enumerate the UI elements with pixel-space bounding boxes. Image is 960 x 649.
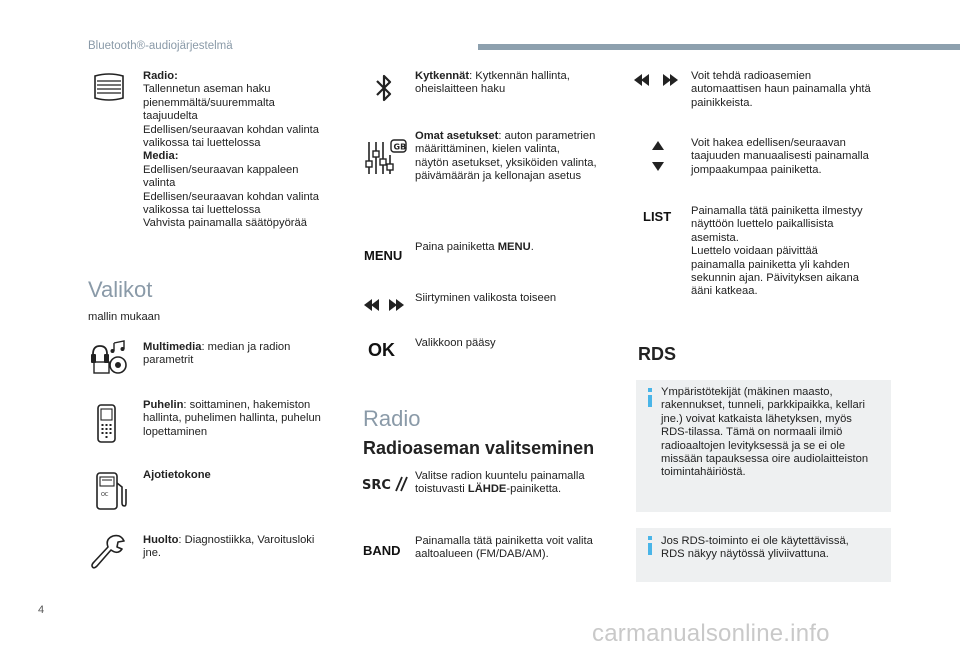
phone-text: [143, 399, 321, 439]
text-line: Voit tehdä radioasemien: [691, 70, 812, 82]
text-line: painamalla painiketta yli kahden: [691, 258, 850, 271]
note-2-text: [661, 535, 849, 562]
multimedia-text: [143, 341, 290, 368]
text-line: Voit hakea edellisen/seuraavan: [691, 137, 846, 149]
text-line: radioaaltojen levityksessä ja se ei ole: [661, 439, 846, 452]
text-line: Vahvista painamalla säätöpyörää: [143, 217, 307, 230]
gb-label: GB: [393, 142, 407, 152]
text-line: valikossa tai luettelossa: [143, 204, 261, 217]
text-line: päivämäärän ja kellonajan asetus: [415, 170, 582, 183]
text-line: näyttöön luettelo paikallisista: [691, 218, 834, 231]
text-line: : soittaminen, hakemiston: [183, 399, 311, 411]
settings-label: Omat asetukset: [415, 130, 499, 142]
nav-text: Siirtyminen valikosta toiseen: [415, 292, 557, 304]
text-line: määrittäminen, kielen valinta,: [415, 143, 560, 156]
note-1-text: [661, 386, 868, 480]
text-line: taajuuden manuaalisesti painamalla: [691, 150, 869, 163]
text-line: Ympäristötekijät (mäkinen maasto,: [661, 386, 833, 398]
text-line: toimintahäiriöstä.: [661, 466, 746, 479]
text-line: oheislaitteen haku: [415, 83, 506, 96]
text-line: pienemmältä/suuremmalta: [143, 96, 275, 109]
list-button-label: LIST: [643, 209, 672, 224]
ok-text: Valikkoon pääsy: [415, 337, 496, 349]
info-icon: [648, 388, 652, 392]
text-line: Painamalla tätä painiketta ilmestyy: [691, 205, 863, 217]
info-bar: [648, 543, 652, 555]
service-label: Huolto: [143, 534, 179, 546]
auto-search-text: [691, 70, 871, 110]
phone-label: Puhelin: [143, 399, 184, 411]
trip-label: Ajotietokone: [143, 469, 211, 481]
rds-heading: RDS: [638, 344, 677, 364]
text-line: valikossa tai luettelossa: [143, 137, 261, 150]
bluetooth-icon: [374, 72, 394, 104]
manual-search-text: [691, 137, 869, 177]
text-line: jne.) voivat katkaista lähetyksen, myös: [661, 412, 852, 425]
text-line: automaattisen haun painamalla yhtä: [691, 83, 871, 96]
text-line: Edellisen/seuraavan kohdan valinta: [143, 190, 320, 203]
text-line: valinta: [143, 177, 176, 190]
text-line: Paina painiketta: [415, 241, 498, 253]
src-label: SRC: [362, 478, 391, 493]
menu-button-label: MENU: [364, 248, 403, 263]
text-line: -painiketta.: [506, 483, 562, 496]
left-right-arrows-icon: [364, 297, 404, 313]
text-line: : auton parametrien: [498, 130, 596, 142]
multimedia-icon: [90, 340, 130, 374]
radio-label: Radio:: [143, 70, 178, 82]
text-line: RDS näkyy näytössä yliviivattuna.: [661, 548, 829, 561]
settings-sliders-icon: [365, 139, 407, 177]
connections-text: [415, 70, 570, 97]
menus-heading: Valikot: [88, 277, 153, 302]
text-line: taajuudelta: [143, 110, 198, 123]
text-line: Edellisen/seuraavan kohdan valinta: [143, 123, 320, 136]
text-line: : Kytkennän hallinta,: [469, 70, 570, 82]
text-line: .: [530, 241, 534, 253]
multimedia-label: Multimedia: [143, 341, 202, 353]
ok-button-label: OK: [368, 340, 395, 360]
header-bar: [478, 44, 960, 50]
trip-text: [143, 469, 211, 482]
text-line: lopettaminen: [143, 425, 208, 438]
header-title: Bluetooth®-audiojärjestelmä: [88, 40, 233, 52]
text-line: Painamalla tätä painiketta voit valita: [415, 535, 593, 547]
fuel-pump-icon: [94, 471, 128, 511]
text-line: hallinta, puhelimen hallinta, puhelun: [143, 412, 321, 425]
menu-text: [415, 241, 534, 254]
text-line: Edellisen/seuraavan kappaleen: [143, 163, 299, 176]
radio-media-text: [143, 70, 319, 231]
double-arrows-icon: [634, 72, 678, 88]
source-bold: LÄHDE: [467, 483, 507, 496]
up-down-triangles-icon: [650, 138, 666, 174]
wrench-icon: [91, 533, 127, 571]
text-line: RDS-tilassa. Tämä on normaali ilmiö: [661, 426, 843, 439]
text-line: painikkeista.: [691, 96, 753, 109]
station-selection-heading: Radioaseman valitseminen: [363, 438, 595, 458]
connections-label: Kytkennät: [415, 70, 470, 82]
text-line: jne.: [143, 547, 162, 560]
watermark: carmanualsonline.info: [592, 620, 830, 647]
settings-text: [415, 130, 597, 184]
info-icon: [648, 536, 652, 540]
text-line: sekunnin ajan. Päivityksen aikana: [691, 272, 859, 285]
text-line: Valitse radion kuuntelu painamalla: [415, 470, 585, 482]
src-text: [415, 470, 585, 497]
scroll-wheel-icon: [92, 72, 126, 102]
text-line: aaltoalueen (FM/DAB/AM).: [415, 548, 549, 561]
text-line: Tallennetun aseman haku: [143, 83, 271, 96]
text-line: rakennukset, tunneli, parkkipaikka, kellari: [661, 399, 865, 412]
text-line: jompaakumpaa painiketta.: [691, 163, 822, 176]
list-text: [691, 205, 863, 299]
menus-subtitle: mallin mukaan: [88, 311, 161, 323]
text-line: Luettelo voidaan päivittää: [691, 245, 818, 258]
text-line: toistuvasti: [415, 483, 468, 496]
text-line: : Diagnostiikka, Varoitusloki: [178, 534, 315, 546]
text-line: ääni katkeaa.: [691, 285, 758, 298]
text-line: Jos RDS-toiminto ei ole käytettävissä,: [661, 535, 849, 547]
band-text: [415, 535, 593, 562]
text-line: parametrit: [143, 354, 194, 367]
radio-heading: Radio: [363, 406, 421, 431]
text-line: missään tapauksessa oire audiolaitteiston: [661, 453, 869, 466]
text-line: asemista.: [691, 231, 739, 244]
page-number: 4: [38, 604, 45, 616]
phone-icon: [96, 404, 118, 444]
text-line: näytön asetukset, yksiköiden valinta,: [415, 156, 597, 169]
menu-bold: MENU: [497, 241, 531, 253]
svg-text:OC: OC: [101, 492, 109, 498]
text-line: : median ja radion: [201, 341, 291, 353]
band-button-label: BAND: [363, 543, 401, 558]
media-label: Media:: [143, 150, 179, 163]
src-button-icon: [362, 474, 408, 494]
info-bar: [648, 395, 652, 407]
service-text: [143, 534, 314, 561]
